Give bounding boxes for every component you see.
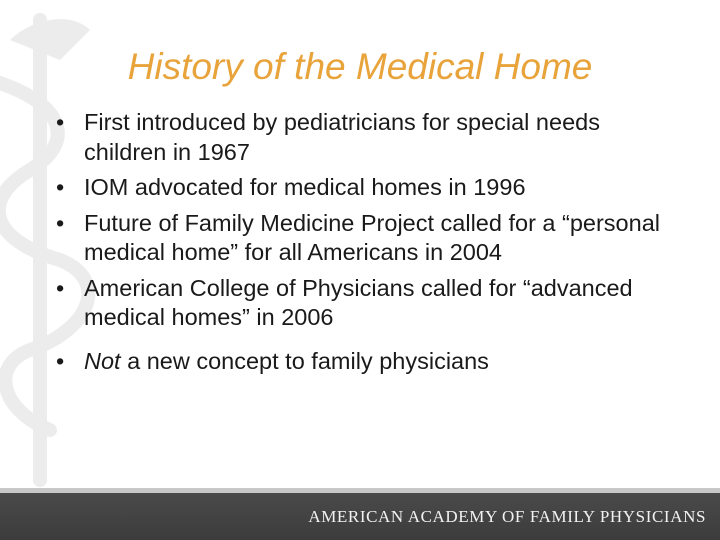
bullet-item <box>56 108 686 167</box>
bullet-marker: • <box>56 109 65 135</box>
organization-name: AMERICAN ACADEMY OF FAMILY PHYSICIANS <box>308 507 706 526</box>
bullet-text: Future of Family Medicine Project called for a “personal medical home” for all Americans in 2004 <box>84 209 660 265</box>
bullet-item <box>56 347 686 377</box>
bullet-marker: • <box>56 209 65 236</box>
bullet-marker: • <box>56 174 65 200</box>
bullet-item <box>56 274 686 333</box>
footer-bar <box>0 493 720 540</box>
bullet-text: IOM advocated for medical homes in 1996 <box>84 174 526 200</box>
bullet-list <box>56 108 686 382</box>
bullet-marker: • <box>56 347 65 374</box>
bullet-item <box>56 209 686 268</box>
slide-title: History of the Medical Home <box>127 46 593 87</box>
bullet-emphasis: Not <box>84 347 121 374</box>
bullet-item <box>56 173 686 203</box>
bullet-text: American College of Physicians called for “advanced medical homes” in 2006 <box>84 274 633 330</box>
bullet-text: First introduced by pediatricians for special needs children in 1967 <box>84 109 600 165</box>
bullet-text: a new concept to family physicians <box>120 347 489 374</box>
bullet-marker: • <box>56 274 65 301</box>
